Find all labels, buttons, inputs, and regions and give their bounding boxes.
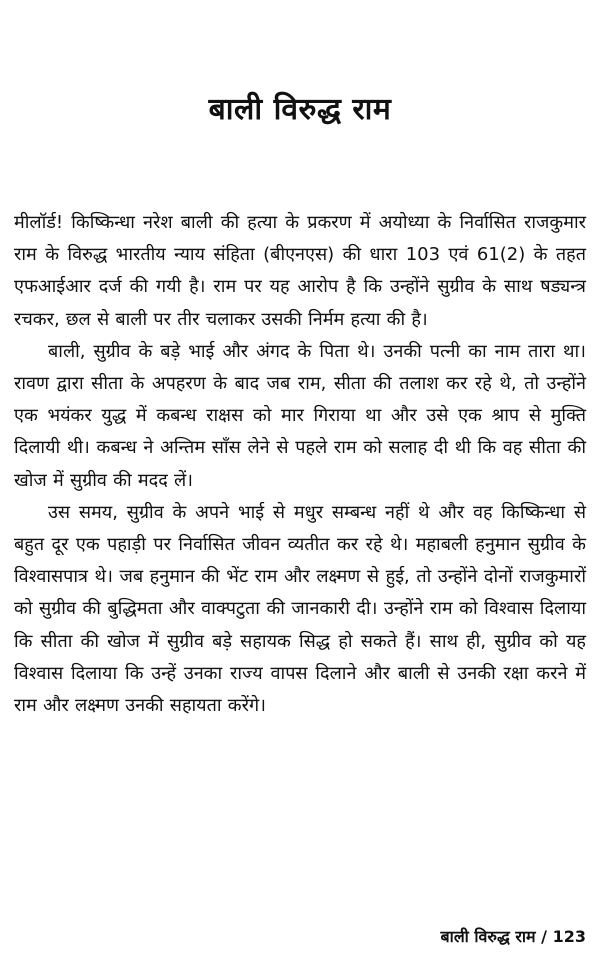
body-text xyxy=(14,207,586,722)
chapter-title: बाली विरुद्ध राम xyxy=(208,92,392,127)
page-number: 123 xyxy=(552,927,586,946)
paragraph-1: मीलॉर्ड! किष्किन्धा नरेश बाली की हत्या के प्रकरण में अयोध्या के निर्वासित राजकुमार राम के विरुद्ध भारतीय न्याय संहिता (बीएनएस) की धारा 103 एवं 61(2) के तहत एफआईआर दर्ज की गयी है। राम पर यह आरोप है कि उन्होंने सुग्रीव के साथ षड्यन्त्र रचकर, छल से बाली पर तीर चलाकर उसकी निर्मम हत्या की है। xyxy=(14,212,586,330)
paragraph-2: बाली, सुग्रीव के बड़े भाई और अंगद के पिता थे। उनकी पत्नी का नाम तारा था। रावण द्वारा सीता के अपहरण के बाद जब राम, सीता की तलाश कर रहे थे, तो उन्होंने एक भयंकर युद्ध में कबन्ध राक्षस को मार गिराया था और उसे एक श्राप से मुक्ति दिलायी थी। कबन्ध ने अन्तिम साँस लेने से पहले राम को सलाह दी थी कि वह सीता की खोज में सुग्रीव की मदद लें। xyxy=(14,340,586,491)
running-head: बाली विरुद्ध राम xyxy=(440,927,536,946)
page-footer xyxy=(441,924,586,950)
paragraph-3: उस समय, सुग्रीव के अपने भाई से मधुर सम्बन्ध नहीं थे और वह किष्किन्धा से बहुत दूर एक पहाड़ी पर निर्वासित जीवन व्यतीत कर रहे थे। महाबली हनुमान सुग्रीव के विश्वासपात्र थे। जब हनुमान की भेंट राम और लक्ष्मण से हुई, तो उन्होंने दोनों राजकुमारों को सुग्रीव की बुद्धिमता और वाक्पटुता की जानकारी दी। उन्होंने राम को विश्वास दिलाया कि सीता की खोज में सुग्रीव बड़े सहायक सिद्ध हो सकते हैं। साथ ही, सुग्रीव को यह विश्वास दिलाया कि उन्हें उनका राज्य वापस दिलाने और बाली से उनकी रक्षा करने में राम और लक्ष्मण उनकी सहायता करेंगे। xyxy=(14,501,586,717)
footer-separator: / xyxy=(535,927,553,946)
